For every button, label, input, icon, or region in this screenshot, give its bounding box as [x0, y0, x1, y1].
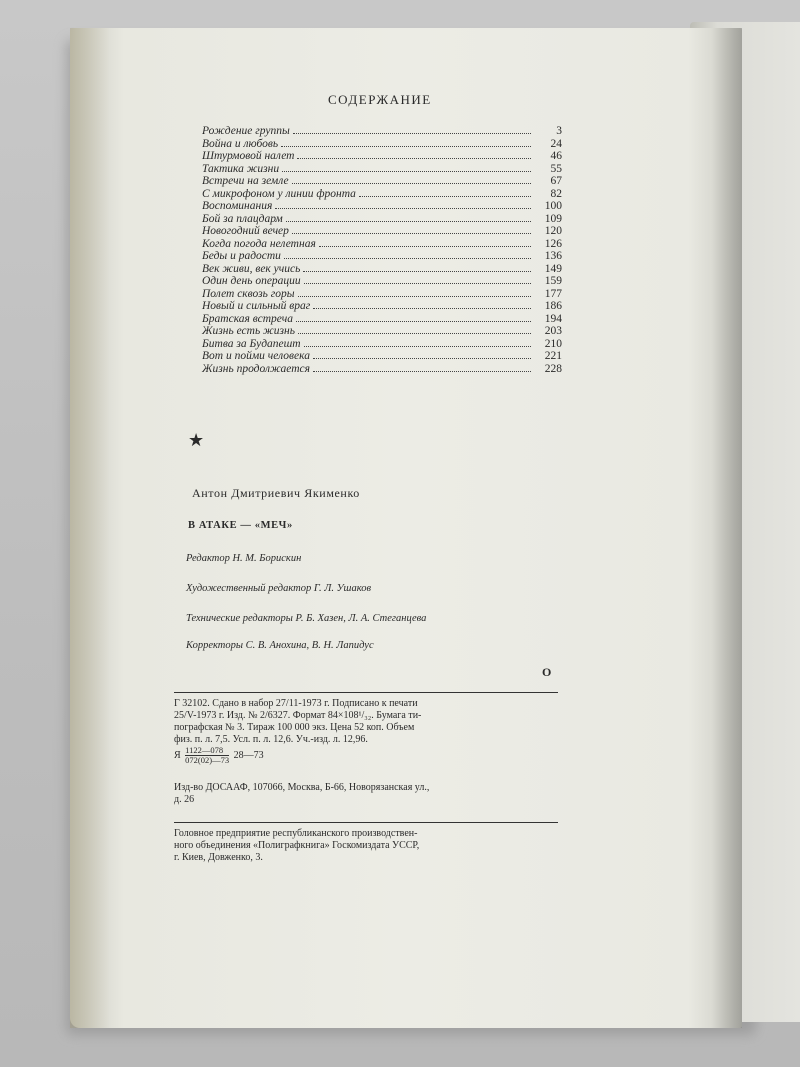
code-fraction [185, 746, 229, 765]
toc-title: Воспоминания [202, 200, 273, 212]
toc-leader [313, 371, 531, 372]
toc-heading: СОДЕРЖАНИЕ [328, 92, 432, 107]
toc-page: 186 [544, 300, 562, 312]
printer-line: Головное предприятие республиканского производствен- [174, 828, 418, 839]
toc-leader [296, 321, 531, 322]
toc-leader [303, 271, 531, 272]
printer-block [174, 828, 558, 864]
toc-page: 194 [544, 312, 562, 325]
toc-title: Когда погода нелетная [202, 237, 316, 250]
code-numerator: 1122—078 [185, 746, 229, 756]
credit-tech-editors: Технические редакторы Р. Б. Хазен, Л. А. Стеганцева [186, 613, 427, 624]
toc-title: Полет сквозь горы [202, 287, 295, 300]
credit-editor: Редактор Н. М. Борискин [186, 553, 302, 564]
toc-page: 149 [544, 262, 562, 275]
credit-proofreaders: Корректоры С. В. Анохина, В. Н. Лапидус [186, 640, 374, 651]
imprint-block [174, 698, 558, 765]
imprint-line: пографская № 3. Тираж 100 000 экз. Цена 52 коп. Объем [174, 722, 415, 733]
toc-row [202, 238, 562, 251]
imprint-line: Г 32102. Сдано в набор 27/11-1973 г. Подписано к печати [174, 698, 418, 709]
toc-page: 203 [544, 325, 562, 337]
toc-page: 100 [544, 200, 562, 212]
code-denominator: 072(02)—73 [185, 755, 230, 765]
divider [174, 822, 558, 823]
toc-leader [282, 171, 531, 172]
divider [174, 692, 558, 693]
toc-row [202, 175, 562, 188]
toc-leader [297, 158, 531, 159]
toc-row [202, 275, 562, 288]
toc-row [202, 188, 562, 201]
toc-leader [298, 333, 531, 334]
toc-row [202, 325, 562, 338]
toc-row [202, 363, 562, 376]
toc-page: 159 [544, 275, 562, 287]
toc-row [202, 263, 562, 276]
toc-page: 55 [550, 162, 562, 175]
toc-title: Один день операции [202, 275, 301, 287]
toc-title: Штурмовой налет [202, 150, 295, 162]
toc-leader [286, 221, 531, 222]
toc-row [202, 338, 562, 351]
toc-row [202, 138, 562, 151]
toc-leader [293, 133, 531, 134]
toc-title: Жизнь есть жизнь [202, 325, 295, 337]
toc-row [202, 300, 562, 313]
toc-page: 210 [544, 337, 562, 350]
star-icon: ★ [188, 430, 205, 450]
toc-row [202, 250, 562, 263]
toc-leader [319, 246, 531, 247]
toc-title: Война и любовь [202, 137, 279, 150]
toc-page: 46 [550, 150, 562, 162]
toc-title: Битва за Будапешт [202, 337, 301, 350]
toc-row [202, 125, 562, 138]
toc-leader [275, 208, 531, 209]
toc-page: 177 [544, 287, 562, 300]
table-of-contents [202, 125, 562, 375]
toc-title: Жизнь продолжается [202, 362, 310, 375]
toc-leader [292, 233, 531, 234]
publisher-line: д. 26 [174, 794, 195, 805]
toc-title: Братская встреча [202, 312, 293, 325]
toc-row [202, 313, 562, 326]
toc-leader [313, 308, 531, 309]
publisher-line: Изд-во ДОСААФ, 107066, Москва, Б-66, Новорязанская ул., [174, 782, 430, 793]
printer-line: г. Киев, Довженко, 3. [174, 852, 263, 863]
toc-title: Бой за плацдарм [202, 212, 283, 225]
publisher-block [174, 782, 558, 806]
toc-page: 82 [550, 187, 562, 200]
toc-title: Рождение группы [202, 125, 290, 137]
toc-page: 24 [550, 137, 562, 150]
toc-page: 67 [550, 175, 562, 187]
toc-title: Встречи на земле [202, 175, 289, 187]
toc-page: 136 [544, 250, 562, 262]
age-mark: О [542, 665, 552, 679]
toc-row [202, 225, 562, 238]
toc-title: Новогодний вечер [202, 225, 289, 237]
toc-row [202, 350, 562, 363]
toc-title: Тактика жизни [202, 162, 280, 175]
book-title: В АТАКЕ — «МЕЧ» [188, 520, 293, 531]
toc-row [202, 213, 562, 226]
toc-leader [281, 146, 531, 147]
toc-leader [284, 258, 531, 259]
toc-leader [298, 296, 532, 297]
toc-page: 120 [544, 225, 562, 237]
toc-leader [292, 183, 531, 184]
toc-page: 126 [544, 237, 562, 250]
toc-row [202, 288, 562, 301]
toc-title: Век живи, век учись [202, 262, 301, 275]
toc-leader [304, 283, 531, 284]
toc-title: С микрофоном у линии фронта [202, 187, 356, 200]
toc-leader [359, 196, 531, 197]
toc-row [202, 150, 562, 163]
toc-row [202, 163, 562, 176]
toc-page: 221 [544, 350, 562, 362]
imprint-code [174, 746, 558, 765]
author-name: Антон Дмитриевич Якименко [192, 486, 360, 500]
toc-page: 109 [544, 212, 562, 225]
imprint-line: физ. п. л. 7,5. Усл. п. л. 12,6. Уч.-изд. л. 12,96. [174, 734, 368, 745]
toc-page: 228 [544, 362, 562, 375]
code-suffix: 28—73 [233, 749, 264, 761]
toc-leader [313, 358, 531, 359]
toc-title: Вот и пойми человека [202, 350, 310, 362]
toc-title: Беды и радости [202, 250, 281, 262]
credit-art-editor: Художественный редактор Г. Л. Ушаков [186, 583, 372, 594]
toc-title: Новый и сильный враг [202, 300, 311, 312]
toc-page: 3 [556, 125, 562, 137]
book-page [70, 28, 742, 1028]
printer-line: ного объединения «Полиграфкнига» Госкомиздата УССР, [174, 840, 420, 851]
code-prefix: Я [174, 749, 181, 761]
imprint-line: 25/V-1973 г. Изд. № 2/6327. Формат 84×108¹/₃₂. Бумага ти- [174, 710, 422, 721]
toc-row [202, 200, 562, 213]
toc-leader [304, 346, 531, 347]
